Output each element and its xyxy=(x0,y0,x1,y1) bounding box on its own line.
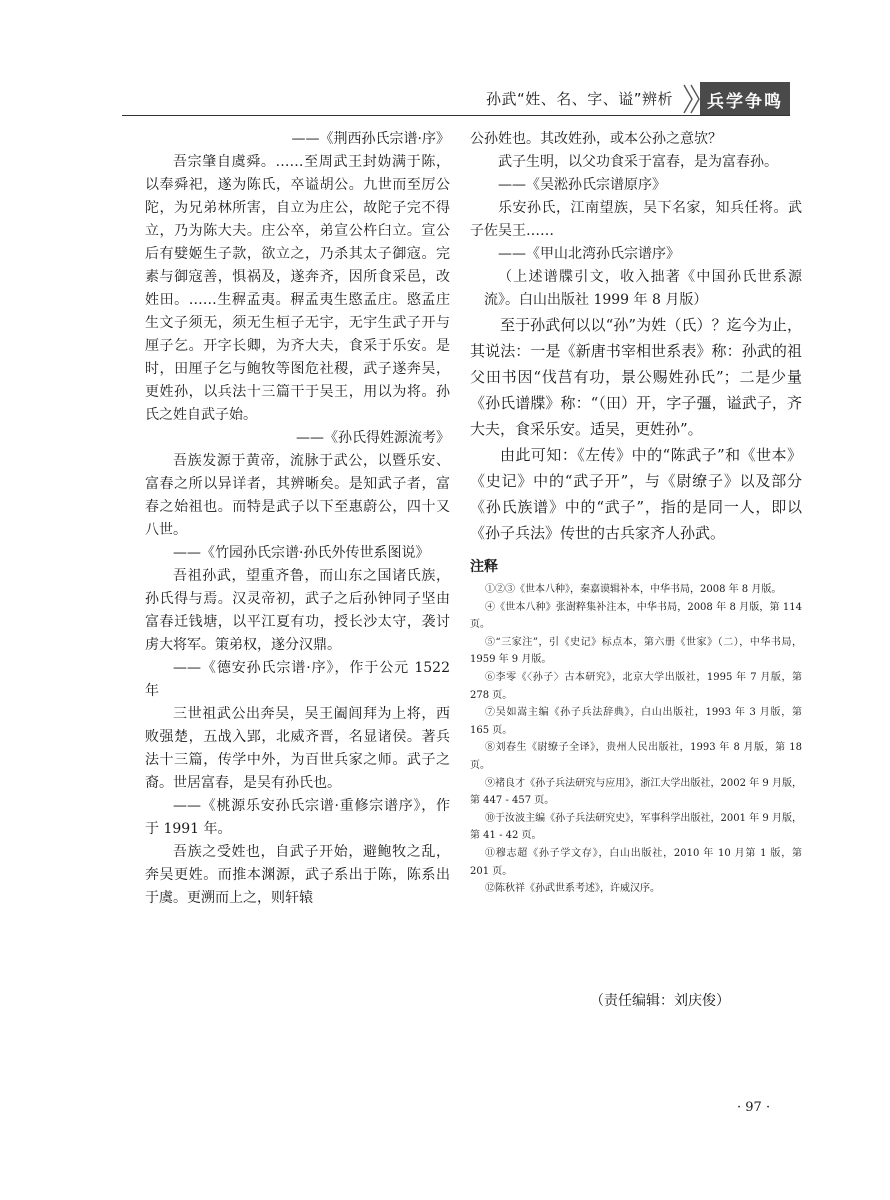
citation: ——《吴淞孙氏宗谱原序》 xyxy=(498,177,666,193)
citation: ——《竹园孙氏宗谱·孙氏外传世系图说》 xyxy=(173,545,430,561)
section-tag: 兵学争鸣 xyxy=(700,82,790,116)
page-number: · 97 · xyxy=(737,1100,771,1115)
note-item: ⑦吴如嵩主编《孙子兵法辞典》，白山出版社，1993 年 3 月版，第 165 页。 xyxy=(470,707,802,736)
quote-paragraph: 三世祖武公出奔吴，吴王阖闾拜为上将，西败强楚，五战入郢，北威齐晋，名显诸侯。著兵法十三篇，传学中外，为百世兵家之师。武子之裔。世居富春，是吴有孙氏也。 xyxy=(145,706,450,791)
quote-paragraph: 吾宗肇自虞舜。……至周武王封妫满于陈，以奉舜祀，遂为陈氏，卒谥胡公。九世而至厉公陀，为兄弟林所害，自立为庄公，故陀子完不得立，乃为陈大夫。庄公卒，弟宣公杵臼立。宣公后有嬖姬生子款，欲立之，乃杀其太子御寇。完素与御寇善，惧祸及，遂奔齐，因所食采邑，改姓田。……生稺孟夷。稺孟夷生愍孟庄。愍孟庄生文子须无，须无生桓子无宇，无宇生武子开与厘子乞。开字长卿，为齐大夫，食采于乐安。是时，田厘子乞与鲍牧等图危社稷，武子遂奔吴，更姓孙，以兵法十三篇干于吴王，用以为将。孙氏之姓自武子始。 xyxy=(145,154,450,423)
article-title: 孙武“姓、名、字、谥”辨析 xyxy=(486,90,674,108)
body-paragraph: 至于孙武何以以“孙”为姓（氏）？迄今为止，其说法：一是《新唐书宰相世系表》称：孙武的祖父田书因“伐莒有功，景公赐姓孙氏”；二是少量《孙氏谱牒》称：“（田）开，字子彊，谥武子，齐大夫，食采乐安。适吴，更姓孙”。 xyxy=(470,316,802,438)
notes-heading: 注释 xyxy=(470,559,498,575)
left-column xyxy=(145,128,450,910)
quote-paragraph: 乐安孙氏，江南望族，吴下名家，知兵任将。武子佐吴王…… xyxy=(470,200,802,239)
body-paragraph: 由此可知：《左传》中的“陈武子”和《世本》《史记》中的“武子开”，与《尉缭子》以及部分《孙氏族谱》中的“武子”，指的是同一人，即以《孙子兵法》传世的古兵家齐人孙武。 xyxy=(470,446,802,542)
note-item: ⑫陈秋祥《孙武世系考述》，许威汉序。 xyxy=(485,883,660,895)
editor-credit: （责任编辑：刘庆俊） xyxy=(590,993,730,1009)
note-item: ①②③《世本八种》，秦嘉谟辑补本，中华书局，2008 年 8 月版。 xyxy=(485,584,782,595)
quote-paragraph: 吾族之受姓也，自武子开始，避鲍牧之乱，奔吴更姓。而推本渊源，武子系出于陈，陈系出于虞。更溯而上之，则轩辕 xyxy=(145,844,450,906)
header-rule xyxy=(122,115,790,116)
quote-paragraph: 吾族发源于黄帝，流脉于武公，以暨乐安、富春之所以异详者，其辨晰矣。是知武子者，富春之始祖也。而特是武子以下至惠蔚公，四十又八世。 xyxy=(145,453,450,538)
citation: ——《荆西孙氏宗谱·序》 xyxy=(291,131,450,147)
note-item: ⑪穆志超《孙子学文存》，白山出版社，2010 年 10 月第 1 版，第 201 页。 xyxy=(470,847,802,877)
note-item: ⑤“三家注”，引《史记》标点本，第六册《世家》（二），中华书局，1959 年 9 月版。 xyxy=(470,636,802,666)
note-item: ④《世本八种》张澍粹集补注本，中华书局，2008 年 8 月版，第 114 页。 xyxy=(470,601,802,631)
note-item: ⑥李零《〈孙子〉古本研究》，北京大学出版社，1995 年 7 月版，第 278 页。 xyxy=(470,671,802,701)
notes-list xyxy=(470,581,802,898)
citation: ——《孙氏得姓源流考》 xyxy=(296,430,450,446)
note-item: ⑩于汝波主编《孙子兵法研究史》，军事科学出版社，2001 年 9 月版，第 41 - 42 页。 xyxy=(470,812,802,842)
source-note: （上述谱牒引文，收入拙著《中国孙氏世系源流》。白山出版社 1999 年 8 月版） xyxy=(484,269,802,308)
note-item: ⑨褚良才《孙子兵法研究与应用》，浙江大学出版社，2002 年 9 月版，第 447 - 457 页。 xyxy=(470,777,802,807)
citation: ——《甲山北湾孙氏宗谱序》 xyxy=(498,246,680,262)
quote-paragraph: 公孙姓也。其改姓孙，或本公孙之意欤？ xyxy=(470,131,722,147)
citation: ——《德安孙氏宗谱·序》，作于公元 1522 年 xyxy=(145,660,450,699)
citation: ——《桃源乐安孙氏宗谱·重修宗谱序》，作于 1991 年。 xyxy=(145,798,450,837)
quote-paragraph: 武子生明，以父功食采于富春，是为富春孙。 xyxy=(498,154,778,170)
right-column xyxy=(470,128,802,898)
quote-paragraph: 吾祖孙武，望重齐鲁，而山东之国诸氏族，孙氏得与焉。汉灵帝初，武子之后孙钟同子坚由富春迁钱塘，以平江夏有功，授长沙太守，袭讨虏大将军。策弟权，遂分汉鼎。 xyxy=(145,568,450,653)
double-chevron-icon xyxy=(682,82,702,116)
note-item: ⑧刘春生《尉缭子全译》，贵州人民出版社，1993 年 8 月版，第 18 页。 xyxy=(470,742,802,771)
